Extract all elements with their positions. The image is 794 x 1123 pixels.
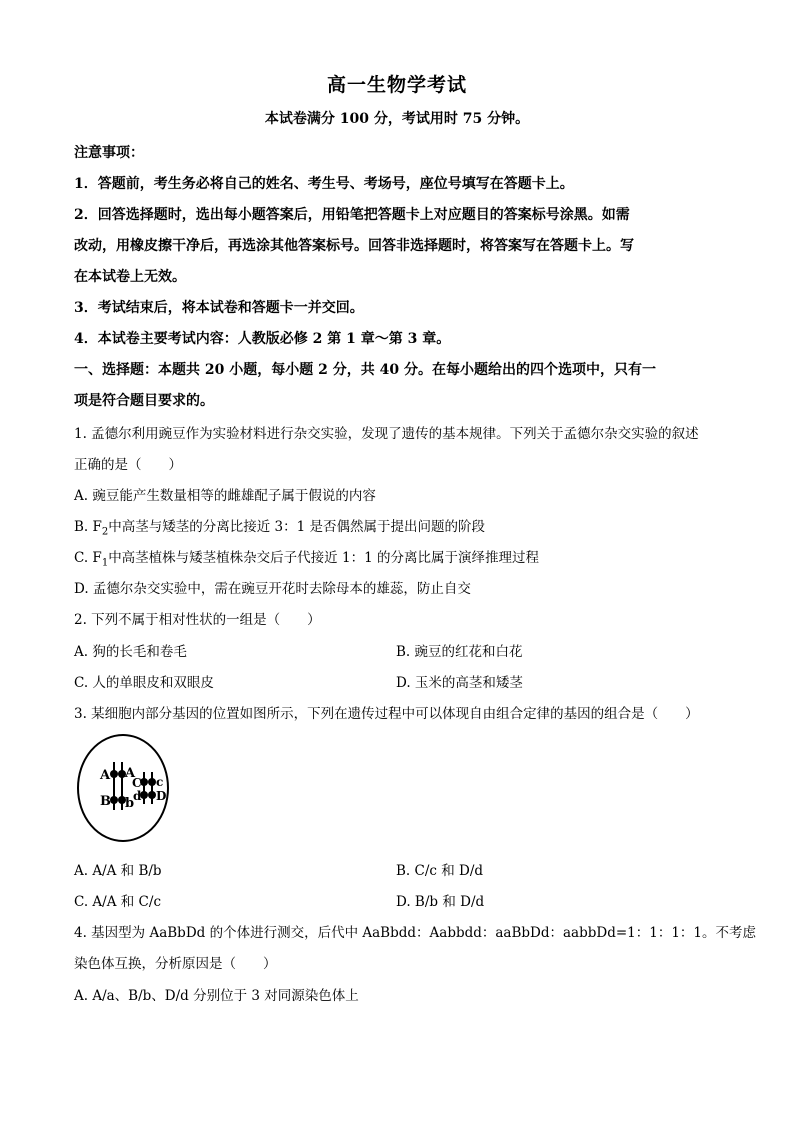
q3-option-c: C. A/A 和 C/c	[74, 894, 161, 910]
exam-title: 高一生物学考试	[326, 74, 467, 96]
locus-d-right	[148, 791, 156, 799]
notice-item-2-line-3: 在本试卷上无效。	[74, 269, 186, 285]
q1-option-c	[74, 546, 539, 569]
locus-b-left	[110, 796, 118, 804]
q2-stem: 2. 下列不属于相对性状的一组是（ ）	[74, 612, 321, 628]
gene-label-d-upper: D	[156, 789, 167, 803]
q4-option-a: A. A/a、B/b、D/d 分别位于 3 对同源染色体上	[74, 988, 359, 1004]
gene-label-d-lower: d	[133, 789, 142, 803]
q3-option-a: A. A/A 和 B/b	[74, 863, 162, 879]
locus-a-left	[110, 770, 118, 778]
gene-label-b-upper: B	[100, 794, 111, 809]
notice-item-3: 3．考试结束后，将本试卷和答题卡一并交回。	[74, 300, 364, 316]
section-1-heading-line-2: 项是符合题目要求的。	[74, 393, 214, 409]
q1-option-c-subscript: 1	[101, 557, 109, 569]
q1-option-b-prefix: B. F	[74, 519, 102, 535]
section-1-heading-line-1: 一、选择题：本题共 20 小题，每小题 2 分，共 40 分。在每小题给出的四个选项中，只有一	[74, 362, 656, 378]
q1-option-c-prefix: C. F	[74, 550, 102, 566]
q2-option-b: B. 豌豆的红花和白花	[396, 644, 523, 660]
locus-c-right	[148, 778, 156, 786]
exam-subtitle: 本试卷满分 100 分，考试用时 75 分钟。	[264, 111, 530, 127]
q1-option-b-text: 中高茎与矮茎的分离比接近 3：1 是否偶然属于提出问题的阶段	[108, 519, 486, 535]
notice-item-4: 4．本试卷主要考试内容：人教版必修 2 第 1 章～第 3 章。	[74, 331, 451, 347]
q2-option-d: D. 玉米的高茎和矮茎	[396, 675, 523, 691]
notice-item-2-line-1: 2．回答选择题时，选出每小题答案后，用铅笔把答题卡上对应题目的答案标号涂黑。如需	[74, 207, 630, 223]
q3-option-d: D. B/b 和 D/d	[396, 894, 485, 910]
q3-stem: 3. 某细胞内部分基因的位置如图所示，下列在遗传过程中可以体现自由组合定律的基因的组合是（ ）	[74, 706, 699, 722]
q1-option-a: A. 豌豆能产生数量相等的雌雄配子属于假说的内容	[74, 488, 376, 504]
q4-stem-line-1: 4. 基因型为 AaBbDd 的个体进行测交，后代中 AaBbdd：Aabbdd：aaBbDd：aabbDd=1：1：1：1。不考虑	[74, 925, 757, 941]
q2-option-c: C. 人的单眼皮和双眼皮	[74, 675, 214, 691]
q1-option-d: D. 孟德尔杂交实验中，需在豌豆开花时去除母本的雄蕊，防止自交	[74, 581, 471, 597]
q1-option-c-text: 中高茎植株与矮茎植株杂交后子代接近 1：1 的分离比属于演绎推理过程	[108, 550, 539, 566]
gene-label-c-upper: C	[132, 776, 142, 790]
q2-option-a: A. 狗的长毛和卷毛	[74, 644, 187, 660]
q1-option-b	[74, 515, 485, 538]
gene-label-a-right: A	[125, 766, 136, 781]
q1-stem-line-2: 正确的是（ ）	[74, 457, 182, 473]
cell-gene-diagram	[76, 734, 170, 844]
q1-stem-line-1: 1. 孟德尔利用豌豆作为实验材料进行杂交实验，发现了遗传的基本规律。下列关于孟德尔杂交实验的叙述	[74, 426, 699, 442]
q1-option-b-subscript: 2	[101, 526, 109, 538]
q3-option-b: B. C/c 和 D/d	[396, 863, 484, 879]
q4-stem-line-2: 染色体互换，分析原因是（ ）	[74, 956, 277, 972]
notice-heading: 注意事项：	[74, 145, 144, 161]
gene-label-c-lower: c	[156, 775, 164, 789]
gene-label-b-lower: b	[125, 796, 135, 811]
gene-label-a-left: A	[100, 768, 111, 783]
notice-item-2-line-2: 改动，用橡皮擦干净后，再选涂其他答案标号。回答非选择题时，将答案写在答题卡上。写	[74, 238, 634, 254]
notice-item-1: 1．答题前，考生务必将自己的姓名、考生号、考场号，座位号填写在答题卡上。	[74, 176, 574, 192]
